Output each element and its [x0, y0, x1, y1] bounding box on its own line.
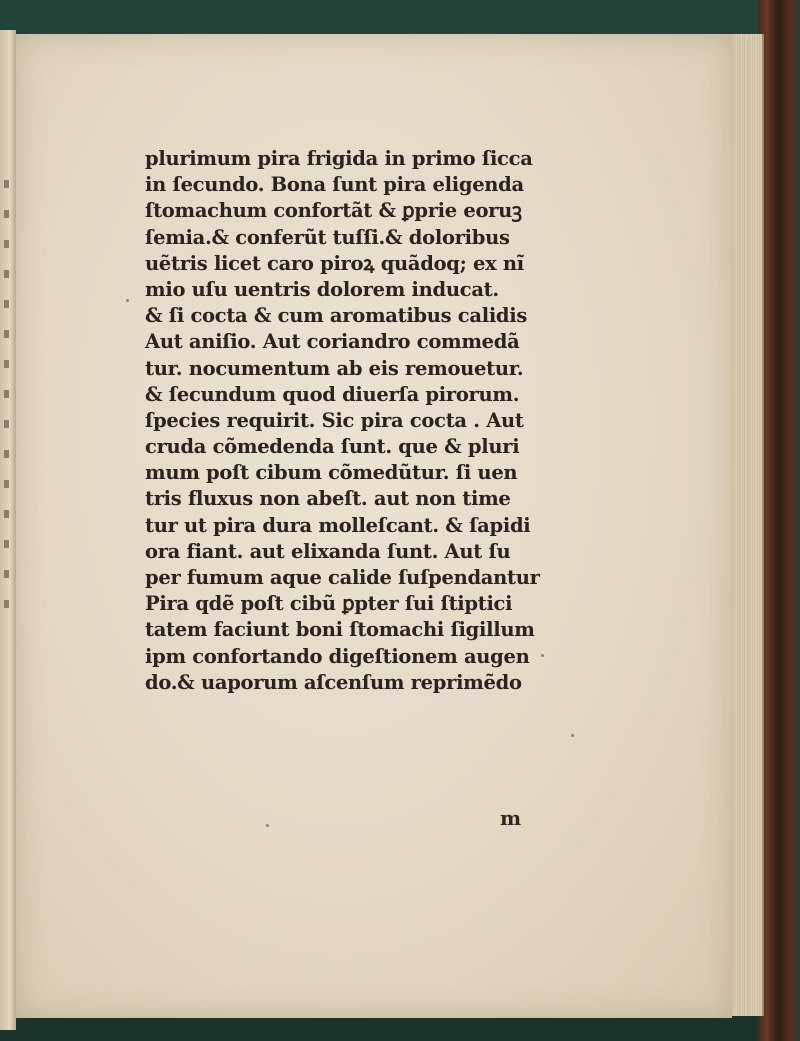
facing-page-text-fragments	[2, 180, 12, 680]
text-line: tur. nocumentum ab eis remouetur.	[145, 356, 524, 380]
book-cover-edge	[758, 0, 800, 1041]
text-line: tris fluxus non abeſt. aut non time	[145, 487, 511, 511]
text-line: ſemia.& conferũt tuſſi.& doloribus	[145, 225, 510, 249]
text-line: & ſi cocta & cum aromatibus calidis	[145, 304, 528, 328]
text-line: per fumum aque calide ſuſpendantur	[145, 566, 540, 589]
page-edges	[728, 34, 764, 1016]
text-line: mio uſu uentris dolorem inducat.	[145, 277, 499, 301]
text-line: ora fiant. aut elixanda ſunt. Aut ſu	[145, 539, 511, 563]
text-line: tur ut pira dura molleſcant. & ſapidi	[145, 513, 531, 537]
text-line: in ſecundo. Bona ſunt pira eligenda	[145, 173, 524, 197]
facing-page-edge	[0, 30, 16, 1030]
ink-speck	[541, 654, 544, 657]
text-line: Pira qdẽ poſt cibũ ꝑpter ſui ſtiptici	[145, 592, 513, 616]
ink-speck	[266, 824, 269, 827]
text-line: & ſecundum quod diuerſa pirorum.	[145, 382, 520, 406]
ink-speck	[126, 299, 129, 302]
text-line: ſtomachum confortãt & ꝑprie eoruꝫ	[145, 199, 522, 223]
text-line: mum poſt cibum cõmedũtur. ſi uen	[145, 461, 518, 485]
text-line: plurimum pira frigida in primo ſicca	[145, 147, 533, 170]
text-line: ipm confortando digeſtionem augen	[145, 644, 530, 668]
text-line: Aut aniſio. Aut coriandro commedã	[145, 330, 520, 354]
book-page	[16, 34, 732, 1018]
signature-mark: m	[500, 806, 522, 830]
text-line: uẽtris licet caro piroꝝ quãdoq; ex nĩ	[145, 251, 524, 275]
text-line: cruda cõmedenda ſunt. que & pluri	[145, 435, 520, 459]
text-line: tatem faciunt boni ſtomachi ſigillum	[145, 618, 535, 642]
ink-speck	[571, 734, 574, 737]
text-line: do.& uaporum aſcenſum reprimẽdo	[145, 670, 522, 694]
body-text	[145, 146, 540, 696]
text-line: ſpecies requirit. Sic pira cocta . Aut	[145, 408, 524, 432]
